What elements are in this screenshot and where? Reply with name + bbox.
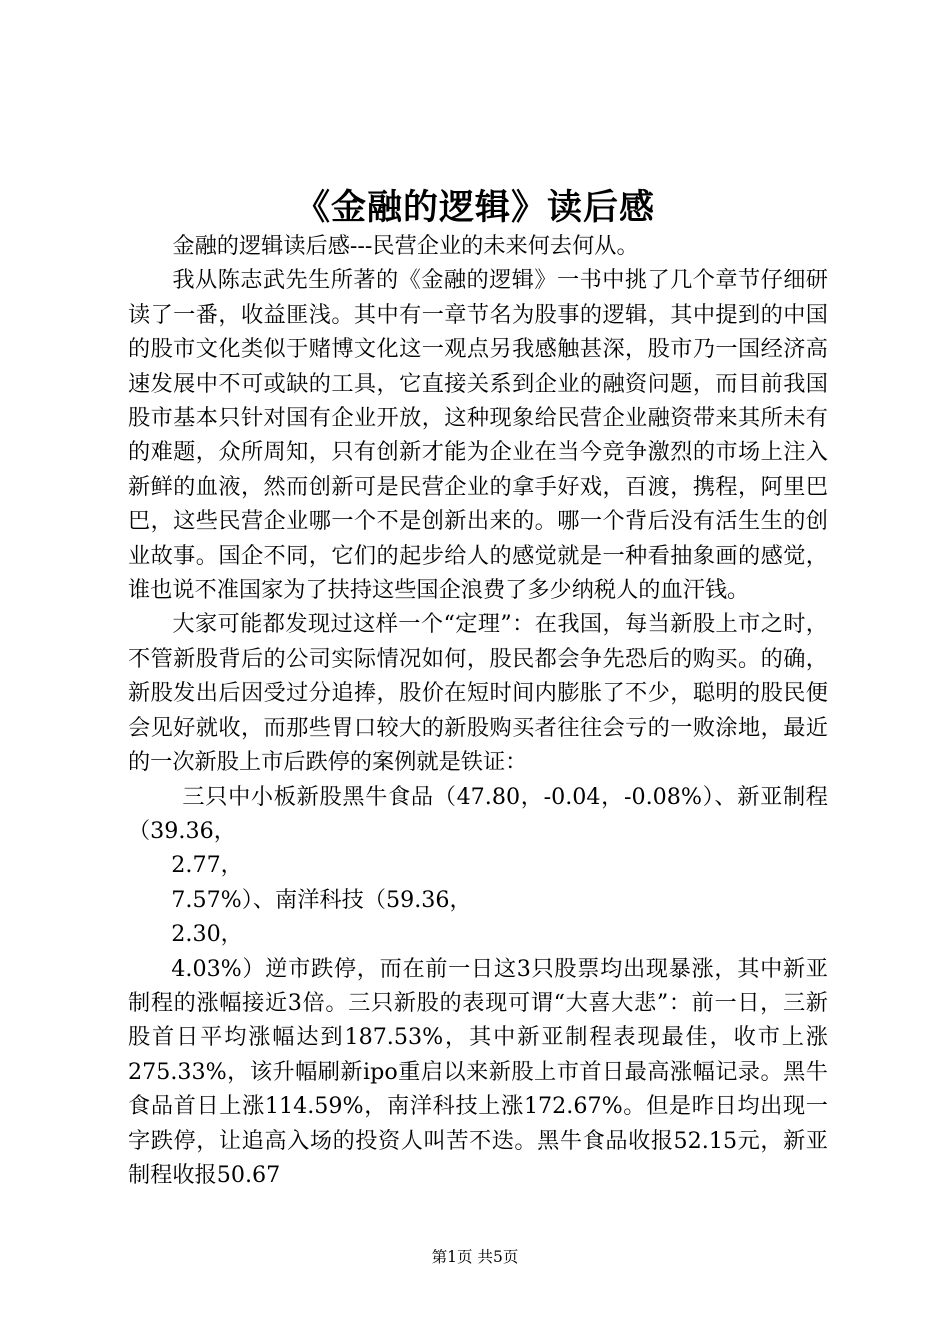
paragraph: 4.03%）逆市跌停，而在前一日这3只股票均出现暴涨，其中新亚制程的涨幅接近3倍。三只新股的表现可谓“大喜大悲”：前一日，三新股首日平均涨幅达到187.53%，其中新亚制程表现最佳，收市上涨275.33%，该升幅刷新ipo重启以来新股上市首日最高涨幅记录。黑牛食品首日上涨114.59%，南洋科技上涨172.67%。但是昨日均出现一字跌停，让追高入场的投资人叫苦不迭。黑牛食品收报52.15元，新亚制程收报50.67	[128, 955, 828, 1188]
paragraph: 2.77，	[171, 852, 243, 879]
paragraph: 2.30，	[171, 921, 243, 948]
paragraph: 我从陈志武先生所著的《金融的逻辑》一书中挑了几个章节仔细研读了一番，收益匪浅。其中有一章节名为股事的逻辑，其中提到的中国的股市文化类似于赌博文化这一观点另我感触甚深，股市乃一国经济高速发展中不可或缺的工具，它直接关系到企业的融资问题，而目前我国股市基本只针对国有企业开放，这种现象给民营企业融资带来其所未有的难题，众所周知，只有创新才能为企业在当今竞争激烈的市场上注入新鲜的血液，然而创新可是民营企业的拿手好戏，百渡，携程，阿里巴巴，这些民营企业哪一个不是创新出来的。哪一个背后没有活生生的创业故事。国企不同，它们的起步给人的感觉就是一种看抽象画的感觉，谁也说不准国家为了扶持这些国企浪费了多少纳税人的血汗钱。	[128, 267, 828, 604]
document-body	[128, 229, 828, 1192]
page-footer: 第1页 共5页	[431, 1248, 519, 1266]
paragraph: 7.57%）、南洋科技（59.36，	[171, 886, 472, 913]
document-title: 《金融的逻辑》读后感	[294, 187, 655, 228]
paragraph: 大家可能都发现过这样一个“定理”：在我国，每当新股上市之时，不管新股背后的公司实际情况如何，股民都会争先恐后的购买。的确，新股发出后因受过分追捧，股价在短时间内膨胀了不少，聪明的股民便会见好就收，而那些胃口较大的新股购买者往往会亏的一败涂地，最近的一次新股上市后跌停的案例就是铁证：	[128, 611, 828, 776]
paragraph: 三只中小板新股黑牛食品（47.80，-0.04，-0.08%）、新亚制程（39.36，	[128, 783, 828, 844]
paragraph-subtitle: 金融的逻辑读后感---民营企业的未来何去何从。	[172, 233, 639, 259]
